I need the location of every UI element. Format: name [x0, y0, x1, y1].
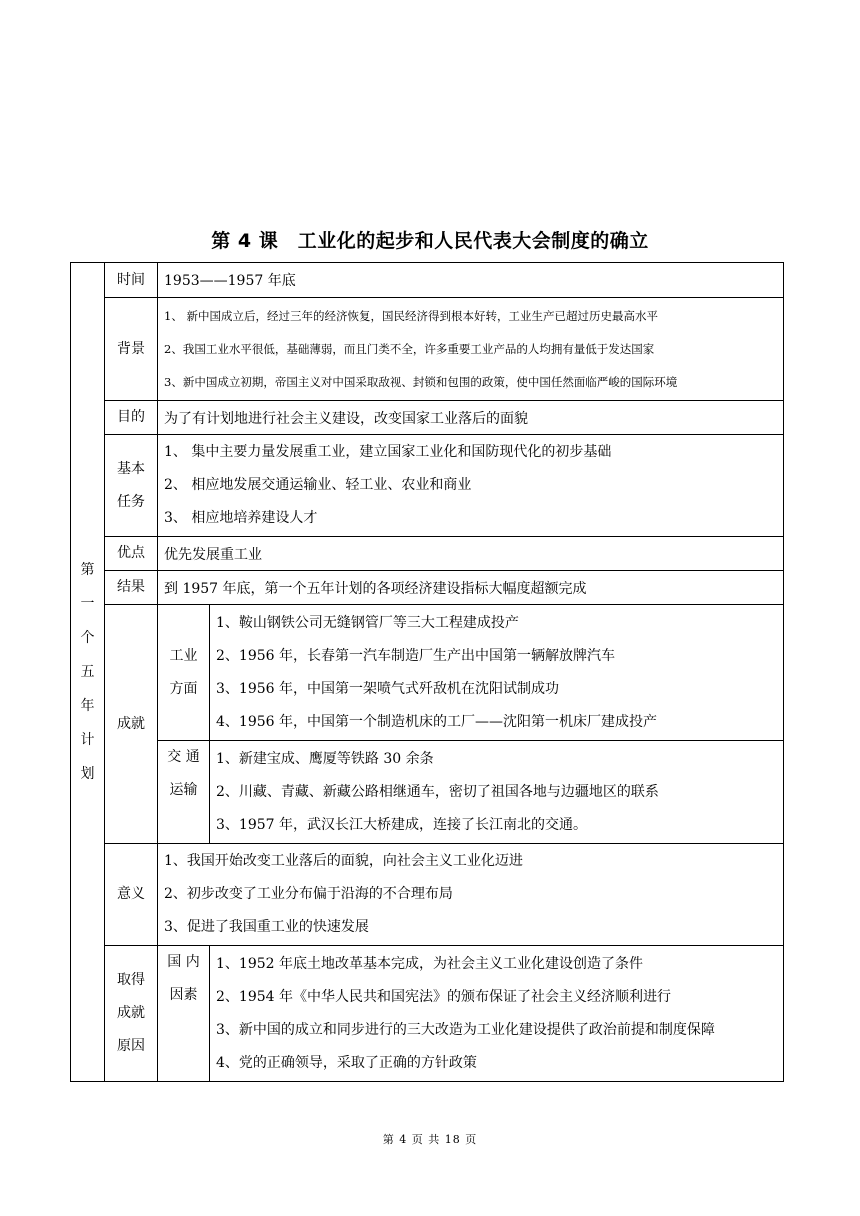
background-line: 2、我国工业水平很低，基础薄弱，而且门类不全，许多重要工业产品的人均拥有量低于发达国家	[164, 341, 655, 356]
significance-line: 2、初步改变了工业分布偏于沿海的不合理布局	[164, 886, 453, 902]
transport-content	[210, 741, 784, 844]
row-time	[71, 263, 784, 298]
industry-line: 4、1956 年，中国第一个制造机床的工厂——沈阳第一机床厂建成投产	[216, 713, 657, 730]
lesson-table	[70, 262, 784, 1082]
plan-char: 个	[80, 630, 95, 646]
significance-content	[158, 844, 784, 946]
tasks-content	[158, 435, 784, 537]
reasons-label-line: 原因	[117, 1038, 145, 1054]
reasons-label-line: 成就	[117, 1005, 145, 1021]
row-reasons	[71, 946, 784, 1082]
page-footer: 第 4 页 共 18 页	[382, 1133, 478, 1146]
transport-line: 2、川藏、青藏、新藏公路相继通车，密切了祖国各地与边疆地区的联系	[216, 783, 659, 800]
transport-label-line: 运输	[169, 782, 198, 798]
plan-char: 一	[80, 596, 95, 612]
achievement-label: 成就	[105, 605, 158, 844]
transport-label-line: 交 通	[167, 749, 200, 765]
tasks-label	[105, 435, 158, 537]
domestic-content	[210, 946, 784, 1082]
domestic-line: 2、1954 年《中华人民共和国宪法》的颁布保证了社会主义经济顺利进行	[216, 988, 671, 1005]
industry-line: 1、鞍山钢铁公司无缝钢管厂等三大工程建成投产	[216, 614, 519, 631]
domestic-label-line: 因素	[169, 987, 198, 1003]
row-advantage	[71, 537, 784, 571]
plan-char: 五	[80, 664, 95, 680]
row-purpose	[71, 401, 784, 435]
background-label: 背景	[105, 298, 158, 401]
domestic-line: 1、1952 年底土地改革基本完成，为社会主义工业化建设创造了条件	[216, 955, 643, 972]
background-content	[158, 298, 784, 401]
background-line: 1、 新中国成立后，经过三年的经济恢复，国民经济得到根本好转，工业生产已超过历史最高水平	[164, 308, 658, 323]
transport-line: 1、新建宝成、鹰厦等铁路 30 余条	[216, 750, 434, 767]
plan-label	[71, 263, 105, 1082]
row-tasks	[71, 435, 784, 537]
domestic-label	[158, 946, 210, 1082]
industry-label-line: 工业	[169, 647, 198, 664]
task-line: 2、 相应地发展交通运输业、轻工业、农业和商业	[164, 477, 472, 493]
domestic-line: 3、新中国的成立和同步进行的三大改造为工业化建设提供了政治前提和制度保障	[216, 1021, 715, 1038]
result-value: 到 1957 年底，第一个五年计划的各项经济建设指标大幅度超额完成	[158, 571, 784, 605]
row-achievement-transport	[71, 741, 784, 844]
row-background	[71, 298, 784, 401]
background-line: 3、新中国成立初期，帝国主义对中国采取敌视、封锁和包围的政策，使中国任然面临严峻的国际环境	[164, 374, 678, 389]
purpose-label: 目的	[105, 401, 158, 435]
plan-char: 第	[80, 562, 95, 578]
industry-label	[158, 605, 210, 741]
transport-line: 3、1957 年，武汉长江大桥建成，连接了长江南北的交通。	[216, 816, 587, 833]
industry-line: 3、1956 年，中国第一架喷气式歼敌机在沈阳试制成功	[216, 680, 559, 697]
advantage-label: 优点	[105, 537, 158, 571]
page-title: 第 4 课 工业化的起步和人民代表大会制度的确立	[211, 230, 649, 252]
domestic-label-line: 国 内	[167, 954, 200, 970]
row-achievement-industry	[71, 605, 784, 741]
industry-line: 2、1956 年，长春第一汽车制造厂生产出中国第一辆解放牌汽车	[216, 647, 615, 664]
time-value: 1953——1957 年底	[158, 263, 784, 298]
task-line: 3、 相应地培养建设人才	[164, 510, 318, 526]
transport-label	[158, 741, 210, 844]
plan-char: 计	[80, 732, 95, 748]
time-label: 时间	[105, 263, 158, 298]
significance-label: 意义	[105, 844, 158, 946]
domestic-line: 4、党的正确领导，采取了正确的方针政策	[216, 1054, 477, 1071]
tasks-label-line: 任务	[117, 493, 145, 510]
result-label: 结果	[105, 571, 158, 605]
reasons-label	[105, 946, 158, 1082]
row-significance	[71, 844, 784, 946]
industry-label-line: 方面	[169, 680, 198, 697]
purpose-value: 为了有计划地进行社会主义建设，改变国家工业落后的面貌	[158, 401, 784, 435]
advantage-value: 优先发展重工业	[158, 537, 784, 571]
significance-line: 3、促进了我国重工业的快速发展	[164, 919, 369, 935]
row-result	[71, 571, 784, 605]
reasons-label-line: 取得	[117, 972, 145, 988]
industry-content	[210, 605, 784, 741]
task-line: 1、 集中主要力量发展重工业，建立国家工业化和国防现代化的初步基础	[164, 444, 612, 460]
plan-char: 划	[80, 766, 95, 782]
plan-char: 年	[80, 698, 95, 714]
tasks-label-line: 基本	[117, 460, 145, 477]
significance-line: 1、我国开始改变工业落后的面貌，向社会主义工业化迈进	[164, 853, 523, 869]
